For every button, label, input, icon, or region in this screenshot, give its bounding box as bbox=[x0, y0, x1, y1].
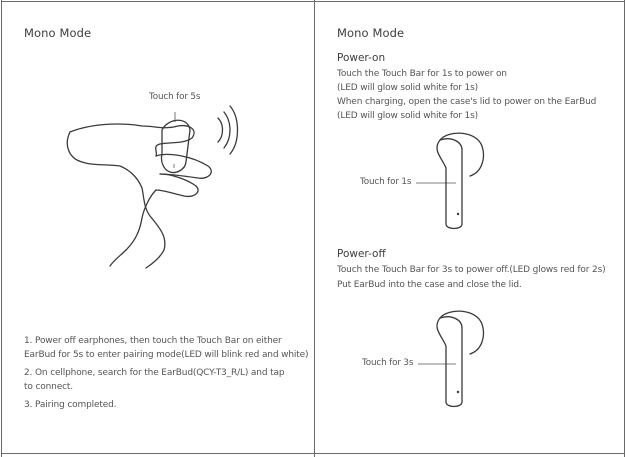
power-on-line-1: Touch the Touch Bar for 1s to power on bbox=[337, 69, 507, 79]
step-line-2: EarBud for 5s to enter pairing mode(LED will blink red and white) bbox=[24, 350, 309, 360]
right-panel-title: Mono Mode bbox=[337, 26, 405, 40]
touch-3s-callout: Touch for 3s bbox=[362, 358, 414, 368]
hand-touching-earbud-illustration bbox=[60, 100, 220, 270]
power-on-line-2: (LED will glow solid white for 1s) bbox=[337, 83, 478, 93]
earbud-power-on-illustration bbox=[418, 128, 488, 238]
earbud-power-off-illustration bbox=[418, 306, 488, 416]
touch-1s-callout: Touch for 1s bbox=[360, 177, 412, 187]
panel-divider bbox=[314, 0, 315, 457]
page-border-top bbox=[1, 1, 625, 2]
left-panel-title: Mono Mode bbox=[24, 26, 92, 40]
step-line-3: 2. On cellphone, search for the EarBud(QCY-T3_R/L) and tap bbox=[24, 368, 285, 378]
power-on-heading: Power-on bbox=[337, 52, 386, 64]
page-border-right bbox=[624, 0, 625, 457]
power-off-heading: Power-off bbox=[337, 248, 386, 260]
power-on-line-4: (LED will glow solid white for 1s) bbox=[337, 111, 478, 121]
page-border-left bbox=[1, 0, 2, 457]
step-line-1: 1. Power off earphones, then touch the Touch Bar on either bbox=[24, 336, 282, 346]
step-line-4: to connect. bbox=[24, 382, 73, 392]
power-off-line-2: Put EarBud into the case and close the lid. bbox=[337, 280, 522, 290]
touch-5s-callout: Touch for 5s bbox=[149, 92, 201, 102]
page-border-bottom bbox=[1, 453, 625, 454]
power-on-line-3: When charging, open the case's lid to power on the EarBud bbox=[337, 97, 597, 107]
step-line-5: 3. Pairing completed. bbox=[24, 400, 117, 410]
power-off-line-1: Touch the Touch Bar for 3s to power off.(LED glows red for 2s) bbox=[337, 265, 606, 275]
